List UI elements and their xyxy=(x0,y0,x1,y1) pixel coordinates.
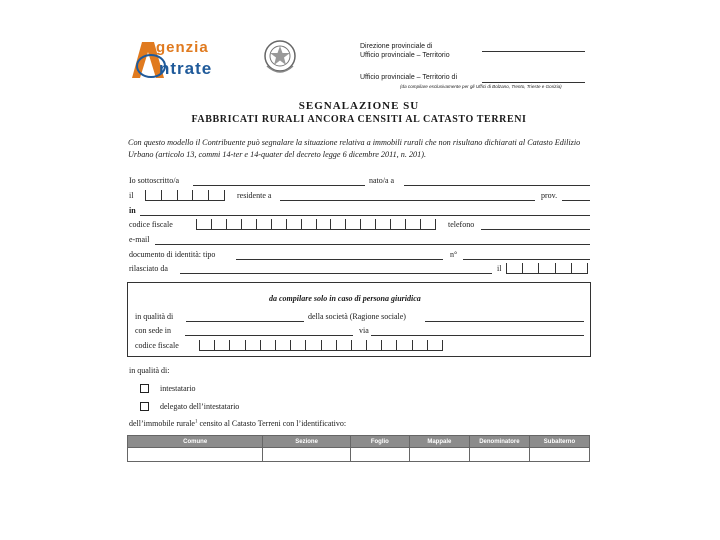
telefono-label: telefono xyxy=(448,220,475,229)
societa-label: della società (Ragione sociale) xyxy=(308,312,406,321)
delegato-checkbox[interactable] xyxy=(140,402,149,411)
col-sezione: Sezione xyxy=(263,436,351,448)
office-territorio-label: Ufficio provinciale – Territorio di xyxy=(360,74,458,81)
territorio-input-line[interactable] xyxy=(482,82,585,83)
immobile-text-before: dell’immobile rurale xyxy=(129,419,195,428)
via-input[interactable] xyxy=(371,335,584,336)
immobile-text-after: censito al Catasto Terreni con l’identificativo: xyxy=(197,419,347,428)
qualita-label: in qualità di: xyxy=(129,366,170,375)
office-note: (da compilare esclusivamente per gli Uffici di Bolzano, Trento, Trieste e Gorizia) xyxy=(400,84,562,89)
subalterno-cell[interactable] xyxy=(529,448,589,462)
codice-fiscale-cells[interactable] xyxy=(196,219,436,230)
via-label: via xyxy=(359,326,369,335)
col-denominatore: Denominatore xyxy=(469,436,529,448)
numero-label: n° xyxy=(450,250,458,259)
documento-tipo-input[interactable] xyxy=(236,259,443,260)
logo-agenzia-text: genzia xyxy=(156,39,209,56)
delegato-label: delegato dell’intestatario xyxy=(160,402,240,411)
il-label: il xyxy=(129,191,134,200)
office-ufficio-label: Ufficio provinciale – Territorio xyxy=(360,52,450,59)
documento-numero-input[interactable] xyxy=(463,259,590,260)
comune-cell[interactable] xyxy=(128,448,263,462)
codice-fiscale-label: codice fiscale xyxy=(129,220,173,229)
residente-input[interactable] xyxy=(280,200,535,201)
office-direzione-label: Direzione provinciale di xyxy=(360,43,433,50)
email-input[interactable] xyxy=(155,244,590,245)
intro-paragraph: Con questo modello il Contribuente può segnalare la situazione relativa a immobili rurali che non risultano dichiarati al Catasto Edilizio Urbano (articolo 13, commi 14-ter e 14-quater del decreto legge 6 dicembre 2011, n. 201). xyxy=(128,138,581,159)
residente-label: residente a xyxy=(237,191,272,200)
mappale-cell[interactable] xyxy=(409,448,469,462)
foglio-cell[interactable] xyxy=(350,448,409,462)
sottoscritto-input[interactable] xyxy=(193,185,365,186)
legal-qualita-label: in qualità di xyxy=(135,312,174,321)
rilascio-date-cells[interactable] xyxy=(506,263,588,274)
form-title xyxy=(128,100,590,126)
table-row xyxy=(128,448,590,462)
il2-label: il xyxy=(497,264,502,273)
col-comune: Comune xyxy=(128,436,263,448)
sede-input[interactable] xyxy=(185,335,353,336)
rilasciato-label: rilasciato da xyxy=(129,264,168,273)
prov-input[interactable] xyxy=(562,200,590,201)
sottoscritto-label: Io sottoscritto/a xyxy=(129,176,179,185)
identificativo-table xyxy=(127,435,590,462)
logo-entrate-text: ntrate xyxy=(159,59,213,78)
documento-label: documento di identità: tipo xyxy=(129,250,216,259)
intestatario-label: intestatario xyxy=(160,384,196,393)
telefono-input[interactable] xyxy=(481,229,590,230)
sezione-cell[interactable] xyxy=(263,448,351,462)
date-of-birth-cells[interactable] xyxy=(145,190,225,201)
col-foglio: Foglio xyxy=(350,436,409,448)
immobile-footnote: 1 xyxy=(194,419,198,425)
republic-emblem-icon xyxy=(262,38,298,76)
legal-codice-fiscale-cells[interactable] xyxy=(199,340,443,351)
title-line-2: FABBRICATI RURALI ANCORA CENSITI AL CATASTO TERRENI xyxy=(191,114,527,125)
rilasciato-input[interactable] xyxy=(180,273,492,274)
nato-label: nato/a a xyxy=(369,176,395,185)
col-mappale: Mappale xyxy=(409,436,469,448)
legal-qualita-input[interactable] xyxy=(186,321,304,322)
societa-input[interactable] xyxy=(425,321,584,322)
nato-input[interactable] xyxy=(404,185,590,186)
in-input[interactable] xyxy=(140,215,590,216)
email-label: e-mail xyxy=(129,235,150,244)
in-label: in xyxy=(129,206,136,215)
denominatore-cell[interactable] xyxy=(469,448,529,462)
title-line-1: SEGNALAZIONE SU xyxy=(298,100,420,112)
legal-codice-fiscale-label: codice fiscale xyxy=(135,341,179,350)
agenzia-entrate-logo xyxy=(128,38,268,82)
intestatario-checkbox[interactable] xyxy=(140,384,149,393)
prov-label: prov. xyxy=(541,191,558,200)
sede-label: con sede in xyxy=(135,326,171,335)
table-header-row xyxy=(128,436,590,448)
legal-box-title: da compilare solo in caso di persona giuridica xyxy=(269,294,421,303)
direzione-input-line[interactable] xyxy=(482,51,585,52)
col-subalterno: Subalterno xyxy=(529,436,589,448)
immobile-text xyxy=(129,419,346,428)
